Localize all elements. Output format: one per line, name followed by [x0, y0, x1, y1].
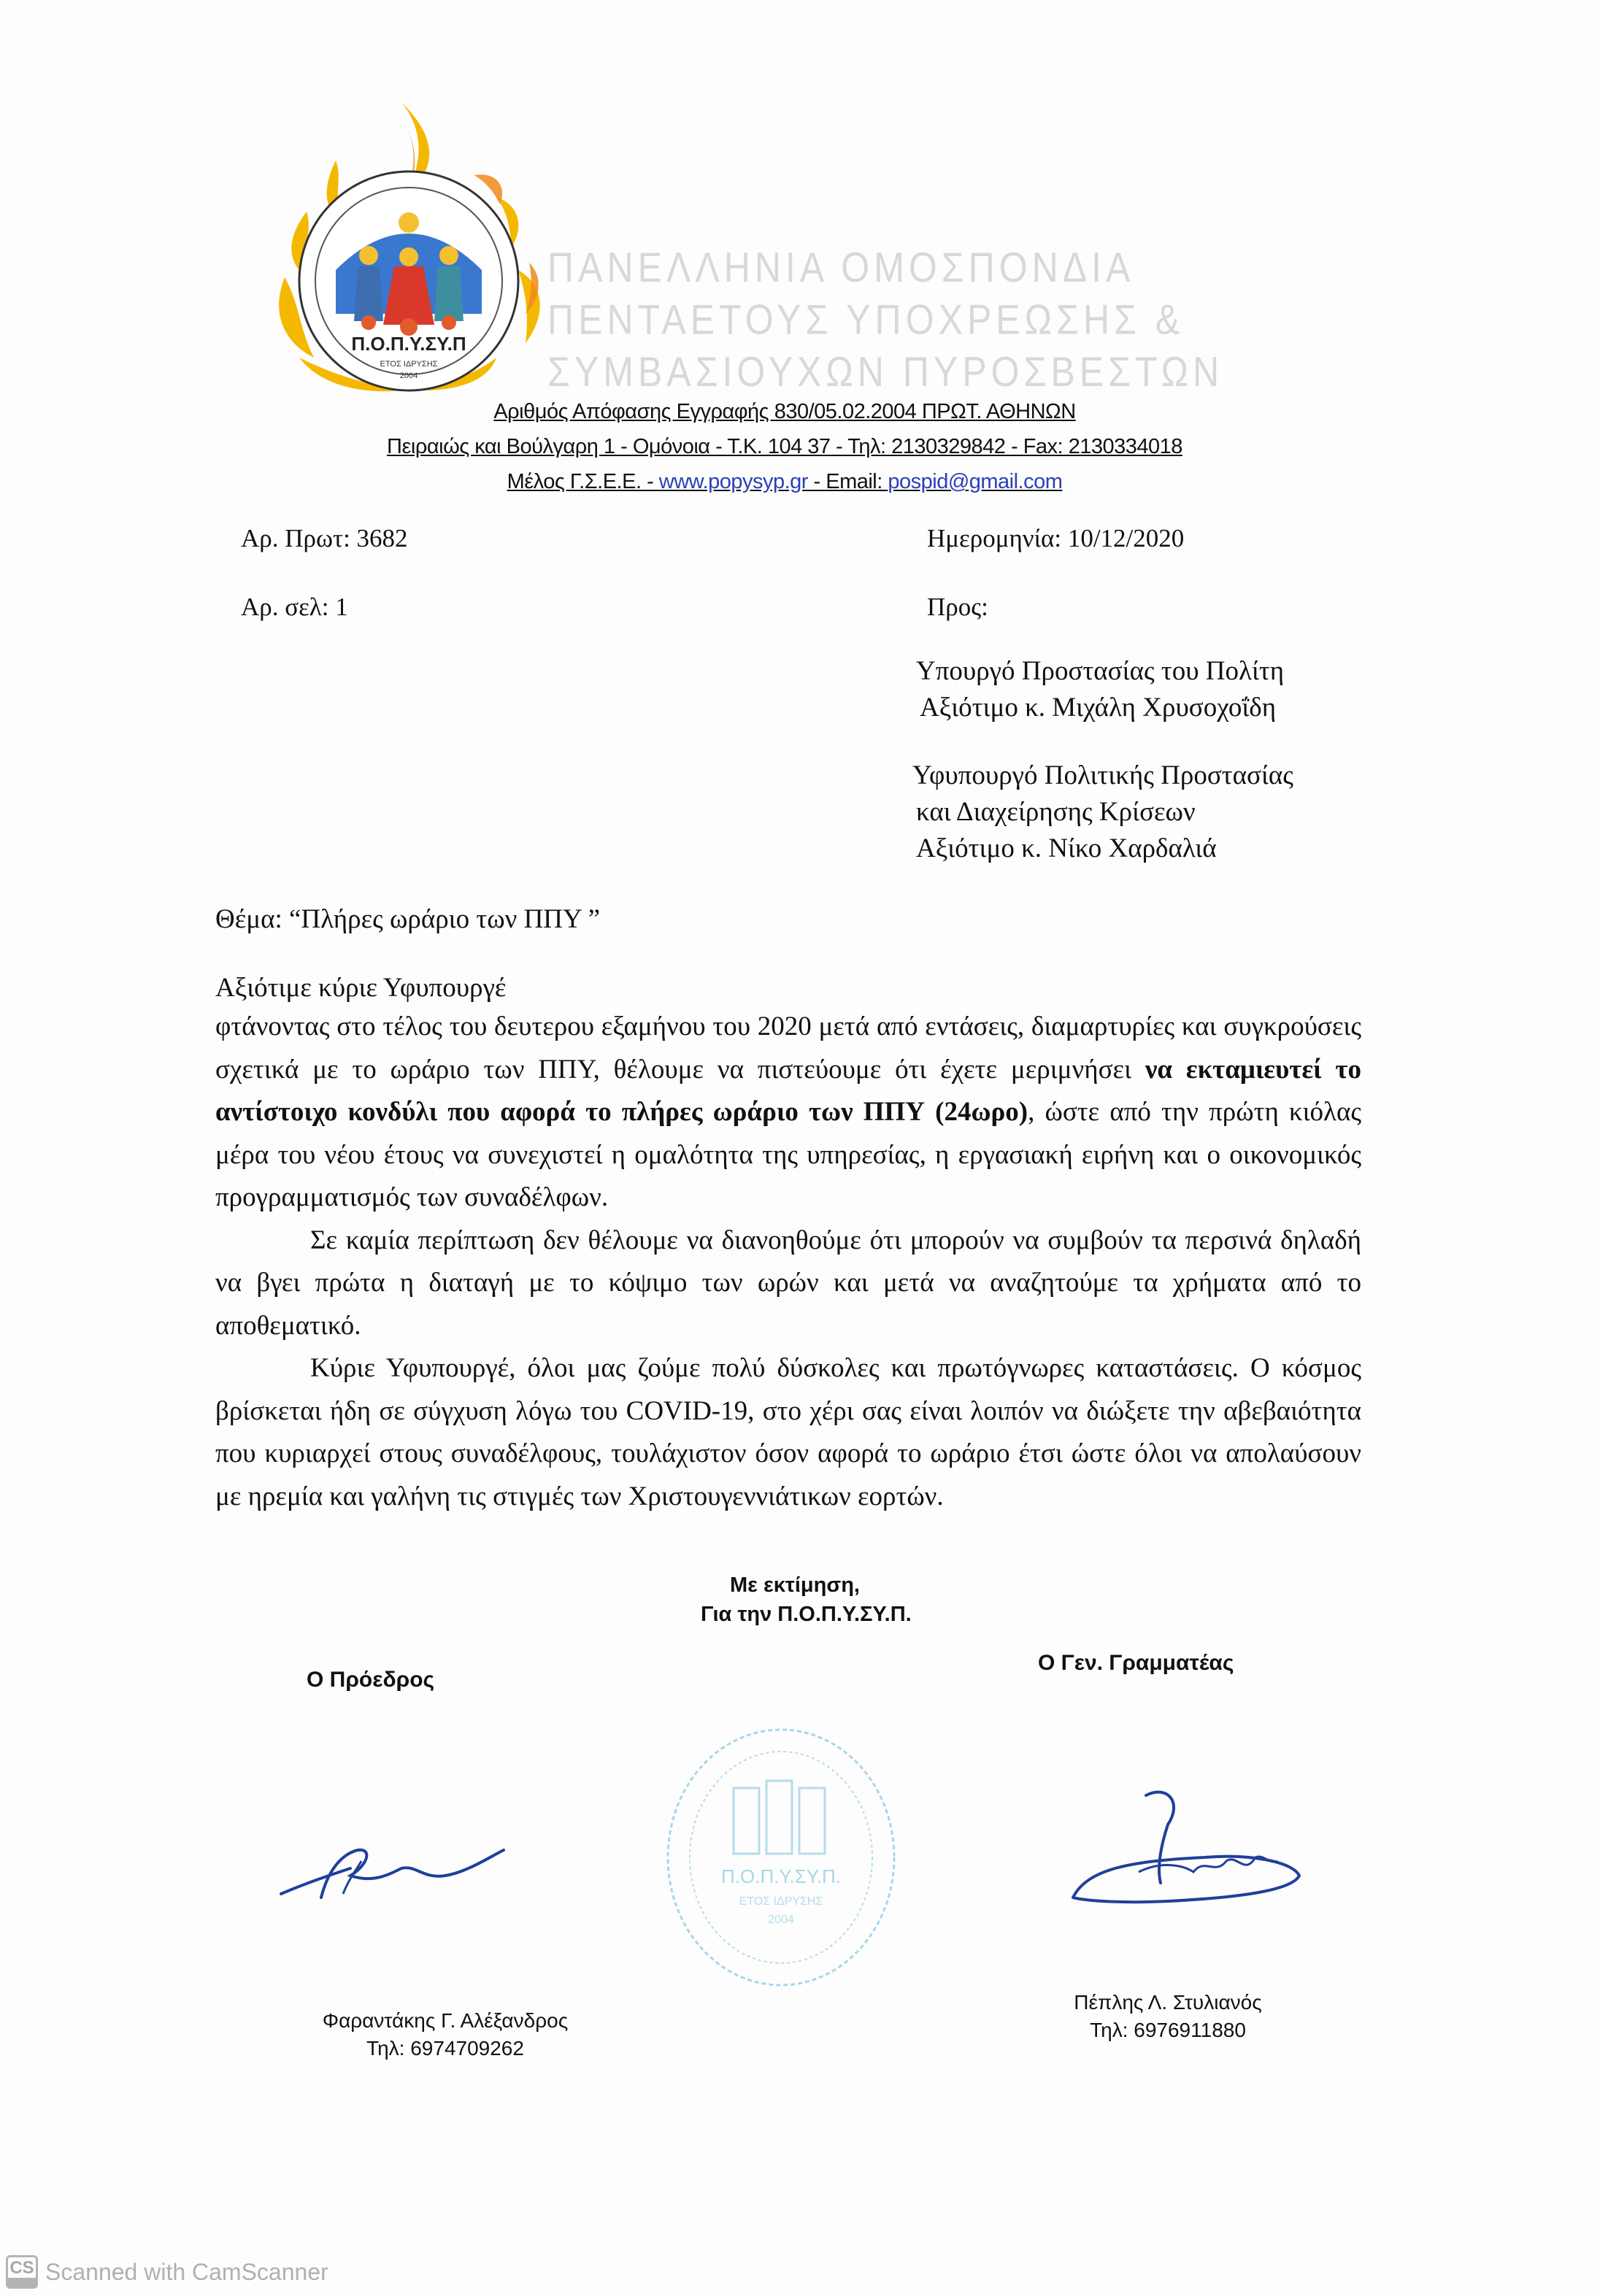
letter-subject: Θέμα: “Πλήρες ωράριο των ΠΠΥ ” — [215, 904, 601, 934]
president-role: Ο Πρόεδρος — [307, 1668, 435, 1692]
organization-logo — [255, 95, 555, 401]
body-text: , ώστε από την πρώτη κιόλας μέρα του νέου έτους να συνεχιστεί η ομαλότητα της υπηρεσίας, η εργασιακή ειρήνη και ο οικονομικός προγραμματισμός των συναδέλφων. — [215, 1097, 1361, 1212]
secretary-role: Ο Γεν. Γραμματέας — [1038, 1651, 1234, 1675]
address-line: Πειραιώς και Βούλγαρη 1 - Ομόνοια - Τ.Κ. 104 37 - Τηλ: 2130329842 - Fax: 2130334018 — [387, 435, 1182, 458]
recipient-title: Υφυπουργό Πολιτικής Προστασίας — [912, 760, 1293, 790]
svg-text:Π.Ο.Π.Υ.ΣΥ.Π: Π.Ο.Π.Υ.ΣΥ.Π — [351, 333, 466, 355]
signature-icon — [1058, 1781, 1321, 1912]
body-paragraph-1 — [215, 1006, 1361, 1220]
svg-text:ΕΤΟΣ ΙΔΡΥΣΗΣ: ΕΤΟΣ ΙΔΡΥΣΗΣ — [380, 360, 438, 369]
org-name-line: ΣΥΜΒΑΣΙΟΥΧΩΝ ΠΥΡΟΣΒΕΣΤΩΝ — [547, 348, 1224, 396]
recipient-title-cont: και Διαχείρησης Κρίσεων — [916, 797, 1196, 827]
website-link[interactable]: www.popysyp.gr — [658, 470, 808, 493]
org-name-line: ΠΕΝΤΑΕΤΟΥΣ ΥΠΟΧΡΕΩΣΗΣ & — [547, 296, 1185, 344]
recipient-name: Αξιότιμο κ. Μιχάλη Χρυσοχοΐδη — [920, 693, 1277, 723]
recipient-deputy-minister — [912, 758, 1293, 867]
contact-block — [219, 394, 1350, 499]
secretary-phone: Τηλ: 6976911880 — [1090, 2019, 1246, 2041]
salutation: Αξιότιμε κύριε Υφυπουργέ — [215, 973, 507, 1003]
closing-regards: Με εκτίμηση, — [730, 1573, 860, 1597]
page-count: Αρ. σελ: 1 — [241, 593, 348, 621]
organization-name — [547, 242, 1350, 398]
president-name: Φαραντάκης Γ. Αλέξανδρος — [322, 2009, 569, 2032]
to-label: Προς: — [927, 593, 988, 621]
member-label: Μέλος Γ.Σ.Ε.Ε. - — [507, 470, 659, 493]
camscanner-watermark — [6, 2255, 328, 2289]
camscanner-logo-icon: CS — [6, 2255, 38, 2289]
closing-organization: Για την Π.Ο.Π.Υ.ΣΥ.Π. — [701, 1603, 912, 1626]
stamp-seal-icon — [661, 1722, 901, 1992]
signature-icon — [277, 1825, 511, 1912]
recipient-name: Αξιότιμο κ. Νίκο Χαρδαλιά — [916, 833, 1217, 863]
email-label: - Email: — [807, 470, 888, 493]
recipient-minister — [916, 653, 1284, 726]
member-line — [219, 464, 1350, 499]
body-text: φτάνοντας στο τέλος του δευτερου εξαμήνου του 2020 μετά από εντάσεις, διαμαρτυρίες και συγκρούσεις σχετικά με το ωράριο των ΠΠΥ, θέλουμε να πιστεύουμε ότι έχετε μεριμνήσει — [215, 1012, 1361, 1085]
registration-line: Αριθμός Απόφασης Εγγραφής 830/05.02.2004 ΠΡΩΤ. ΑΘΗΝΩΝ — [493, 400, 1076, 423]
secretary-signature — [1058, 1781, 1321, 1916]
organization-stamp — [661, 1722, 901, 1992]
body-emphasis: να εκταμιευτεί το αντίστοιχο κονδύλι που αφορά το πλήρες ωράριο των ΠΠΥ (24ωρο) — [215, 1054, 1361, 1127]
president-phone: Τηλ: 6974709262 — [366, 2037, 524, 2060]
org-name-line: ΠΑΝΕΛΛΗΝΙΑ ΟΜΟΣΠΟΝΔΙΑ — [547, 244, 1135, 291]
recipient-title: Υπουργό Προστασίας του Πολίτη — [916, 656, 1285, 686]
svg-text:2004: 2004 — [399, 371, 418, 380]
flame-seal-icon — [255, 95, 555, 401]
svg-text:2004: 2004 — [768, 1914, 794, 1926]
svg-text:Π.Ο.Π.Υ.ΣΥ.Π.: Π.Ο.Π.Υ.ΣΥ.Π. — [721, 1865, 841, 1887]
president-signature — [277, 1825, 511, 1916]
secretary-name: Πέπλης Λ. Στυλιανός — [1074, 1991, 1262, 2014]
secretary-signature-block — [1022, 1989, 1314, 2044]
letter-body — [215, 1006, 1361, 1518]
email-link[interactable]: pospid@gmail.com — [888, 470, 1063, 493]
president-signature-block — [277, 2007, 613, 2062]
camscanner-text: Scanned with CamScanner — [45, 2258, 328, 2285]
letter-date: Ημερομηνία: 10/12/2020 — [927, 524, 1185, 552]
protocol-number: Αρ. Πρωτ: 3682 — [241, 524, 408, 552]
body-paragraph-3: Κύριε Υφυπουργέ, όλοι μας ζούμε πολύ δύσκολες και πρωτόγνωρες καταστάσεις. Ο κόσμος βρίσκεται ήδη σε σύγχυση λόγω του COVID-19, στο χέρι σας είναι λοιπόν να διώξετε την αβεβαιότητα που κυριαρχεί στους συναδέλφους, τουλάχιστον όσον αφορά το ωράριο έτσι ώστε όλοι να απολαύσουν με ηρεμία και γαλήνη τις στιγμές των Χριστουγεννιάτικων εορτών. — [215, 1353, 1361, 1511]
body-paragraph-2: Σε καμία περίπτωση δεν θέλουμε να διανοηθούμε ότι μπορούν να συμβούν τα περσινά δηλαδή να βγει πρώτα η διαταγή με το κόψιμο των ωρών και μετά να αναζητούμε τα χρήματα από το αποθεματικό. — [215, 1225, 1361, 1341]
svg-text:ΕΤΟΣ ΙΔΡΥΣΗΣ: ΕΤΟΣ ΙΔΡΥΣΗΣ — [739, 1895, 823, 1908]
